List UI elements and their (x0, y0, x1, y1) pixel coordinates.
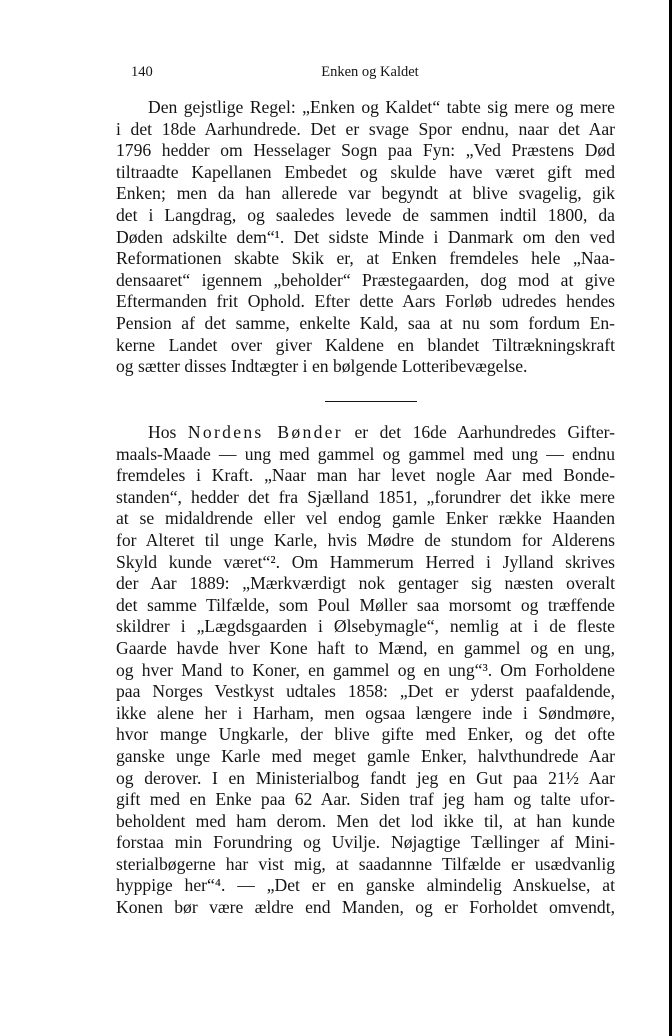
text-line: 1796 hedder om Hesselager Sogn paa Fyn: „Ved Præstens Død (116, 140, 615, 161)
text-line: ganske unge Karle med meget gamle Enker, halvthundrede Aar (116, 745, 615, 766)
spaced-emphasis: Nordens Bønder (187, 422, 343, 442)
text-line: beholdent med ham derom. Men det lod ikke til, at han kunde (116, 810, 615, 831)
text-line: det i Langdrag, og saaledes levede de sammen indtil 1800, da (116, 204, 615, 225)
running-title: Enken og Kaldet (321, 64, 419, 80)
text-line: Skyld kunde været“². Om Hammerum Herred i Jylland skrives (116, 551, 615, 572)
text-line: Gaarde havde hver Kone haft to Mænd, en gammel og en ung, (116, 637, 615, 658)
text-line: tiltraadte Kapellanen Embedet og skulde have været gift med (116, 161, 615, 182)
paragraph-1 (116, 97, 615, 378)
text-line: Konen bør være ældre end Manden, og er Forholdet omvendt, (116, 897, 615, 918)
text-line: i det 18de Aarhundrede. Det er svage Spor endnu, naar det Aar (116, 118, 615, 139)
text-line: fremdeles i Kraft. „Naar man har levet nogle Aar med Bonde- (116, 465, 615, 486)
paragraph-2 (116, 422, 615, 919)
page-number: 140 (131, 64, 153, 80)
text-fragment: Hos (148, 422, 177, 442)
text-line: det samme Tilfælde, som Poul Møller saa morsomt og træffende (116, 594, 615, 615)
text-line (116, 422, 615, 444)
text-line: der Aar 1889: „Mærkværdigt nok gentager sig næsten overalt (116, 573, 615, 594)
text-line: standen“, hedder det fra Sjælland 1851, „forundrer det ikke mere (116, 486, 615, 507)
text-line: og sætter disses Indtægter i en bølgende Lotteribevægelse. (116, 356, 528, 377)
text-line: skildrer i „Lægdsgaarden i Ølsebymagle“, nemlig at i de fleste (116, 616, 615, 637)
text-line: at se midaldrende eller vel endog gamle Enker række Haanden (116, 508, 615, 529)
text-line: ikke alene her i Harham, men ogsaa længere inde i Søndmøre, (116, 702, 615, 723)
text-line: Døden adskilte dem“¹. Det sidste Minde i Danmark om den ved (116, 226, 615, 247)
text-fragment: er det 16de Aarhundredes Gifter- (354, 422, 615, 442)
text-line: og hver Mand to Koner, en gammel og en ung“³. Om Forholdene (116, 659, 615, 680)
text-line: Eftermanden frit Ophold. Efter dette Aars Forløb udredes hendes (116, 291, 615, 312)
text-line: og derover. I en Ministerialbog fandt jeg en Gut paa 21½ Aar (116, 767, 615, 788)
text-line: sterialbøgerne har vist mig, at saadannne Tilfælde er usædvanlig (116, 853, 615, 874)
text-line: Enken; men da han allerede var begyndt at blive svagelig, gik (116, 183, 615, 204)
text-line: paa Norges Vestkyst udtales 1858: „Det er yderst paafaldende, (116, 681, 615, 702)
text-line: hyppige her“⁴. — „Det er en ganske almindelig Anskuelse, at (116, 875, 615, 896)
text-line: hvor mange Ungkarle, der blive gifte med Enker, og det ofte (116, 724, 615, 745)
text-line: Den gejstlige Regel: „Enken og Kaldet“ tabte sig mere og mere (148, 97, 615, 117)
text-line: maals-Maade — ung med gammel og gammel med ung — endnu (116, 443, 615, 464)
text-line: kerne Landet over giver Kaldene en blandet Tiltrækningskraft (116, 334, 615, 355)
section-divider (325, 401, 417, 402)
text-line: forstaa min Forundring og Uvilje. Nøjagtige Tællinger af Mini- (116, 832, 615, 853)
text-line: for Alteret til unge Karle, hvis Mødre de stundom for Alderens (116, 529, 615, 550)
text-line: gift med en Enke paa 62 Aar. Siden traf jeg ham og talte ufor- (116, 789, 615, 810)
text-line: densaaret“ igennem „beholder“ Præstegaarden, dog mod at give (116, 269, 615, 290)
text-line: Reformationen skabte Skik er, at Enken fremdeles hele „Naa- (116, 248, 615, 269)
text-line: Pension af det samme, enkelte Kald, saa at nu som fordum En- (116, 312, 615, 333)
